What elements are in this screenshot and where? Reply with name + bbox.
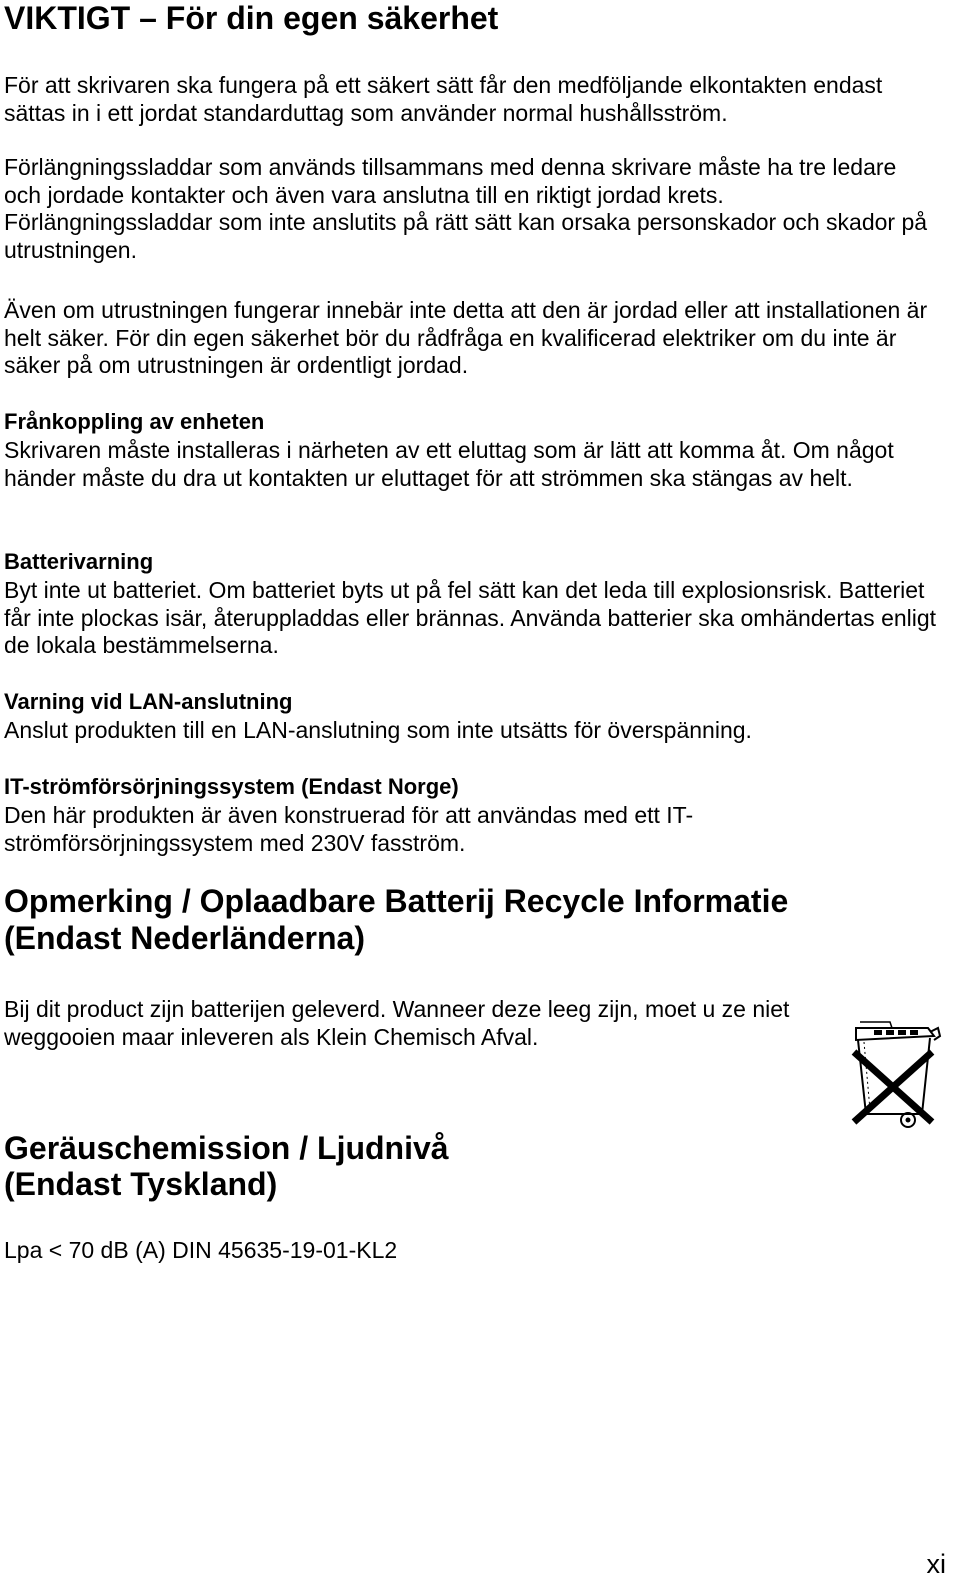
paragraph-lan: Anslut produkten till en LAN-anslutning som inte utsätts för överspänning. [4, 717, 752, 743]
paragraph-extension-cords: Förlängningssladdar som används tillsammans med denna skrivare måste ha tre ledare och jordade kontakter och även vara anslutna till en riktigt jordad krets. Förlängningssladdar som inte anslutits på rätt sätt kan orsaka personskador och skador på utrustningen. [4, 154, 928, 263]
heading-battery: Batterivarning [4, 549, 154, 574]
page-title: VIKTIGT – För din egen säkerhet [4, 0, 499, 36]
paragraph-grounding-check: Även om utrustningen fungerar innebär inte detta att den är jordad eller att installationen är helt säker. För din egen säkerhet bör du rådfråga en kvalificerad elektriker om du inte är säker på om utrustningen är ordentligt jordad. [4, 297, 928, 378]
crossed-out-wheelie-bin-icon [850, 1018, 942, 1133]
paragraph-grounded-outlet: För att skrivaren ska fungera på ett säkert sätt får den medföljande elkontakten endast sättas in i ett jordat standarduttag som använder normal hushållsström. [4, 72, 883, 126]
heading-recycle-line2: (Endast Nederländerna) [4, 920, 365, 956]
paragraph-recycle: Bij dit product zijn batterijen geleverd. Wanneer deze leeg zijn, moet u ze niet weggooien maar inleveren als Klein Chemisch Afval. [4, 996, 790, 1050]
heading-recycle-line1: Opmerking / Oplaadbare Batterij Recycle Informatie [4, 883, 789, 919]
paragraph-disconnect: Skrivaren måste installeras i närheten av ett eluttag som är lätt att komma åt. Om något händer måste du dra ut kontakten ur eluttaget för att strömmen ska stängas av helt. [4, 437, 894, 491]
page-number: xi [926, 1549, 946, 1579]
heading-it-power: IT-strömförsörjningssystem (Endast Norge) [4, 774, 459, 799]
paragraph-battery: Byt inte ut batteriet. Om batteriet byts ut på fel sätt kan det leda till explosionsrisk. Batteriet får inte plockas isär, återuppladdas eller brännas. Använda batterier ska omhändertas enligt de lokala bestämmelserna. [4, 577, 937, 658]
heading-noise-line1: Geräuschemission / Ljudnivå [4, 1130, 449, 1166]
paragraph-noise: Lpa < 70 dB (A) DIN 45635-19-01-KL2 [4, 1237, 398, 1263]
heading-noise-line2: (Endast Tyskland) [4, 1166, 278, 1202]
paragraph-it-power: Den här produkten är även konstruerad för att användas med ett IT-strömförsörjningssystem med 230V fasström. [4, 802, 694, 856]
heading-lan: Varning vid LAN-anslutning [4, 689, 293, 714]
heading-disconnect: Frånkoppling av enheten [4, 409, 265, 434]
